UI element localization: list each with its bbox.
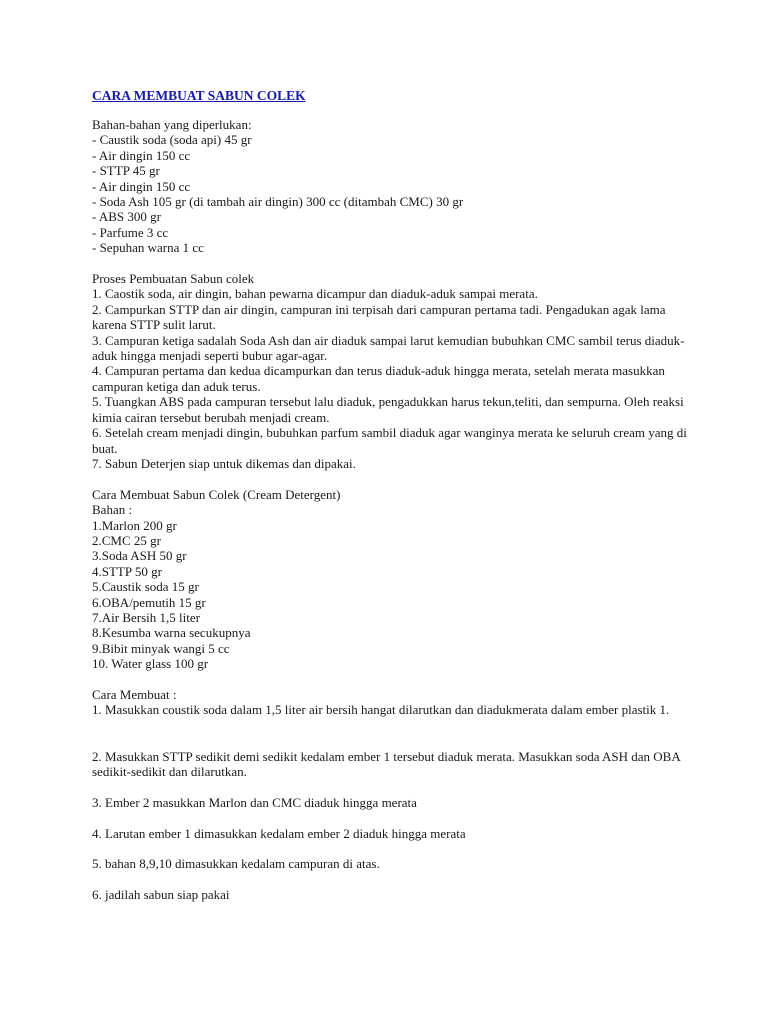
ingredient-item: - Soda Ash 105 gr (di tambah air dingin) 300 cc (ditambah CMC) 30 gr <box>92 194 464 210</box>
spacer <box>92 256 692 271</box>
ingredients-heading: Bahan-bahan yang diperlukan: <box>92 117 252 132</box>
how-to-step: 3. Ember 2 masukkan Marlon dan CMC diaduk hingga merata <box>92 794 417 810</box>
ingredient-item: - ABS 300 gr <box>92 209 161 225</box>
how-to-section <box>92 687 692 903</box>
spacer <box>92 718 692 749</box>
spacer <box>92 872 692 887</box>
process-step: 7. Sabun Deterjen siap untuk dikemas dan dipakai. <box>92 455 356 471</box>
process-section <box>92 271 692 471</box>
cream-detergent-heading: Cara Membuat Sabun Colek (Cream Detergent) <box>92 486 341 502</box>
material-item: 7.Air Bersih 1,5 liter <box>92 609 200 625</box>
ingredient-item: - Caustik soda (soda api) 45 gr <box>92 132 252 148</box>
material-item: 10. Water glass 100 gr <box>92 656 209 672</box>
process-step: 2. Campurkan STTP dan air dingin, campuran ini terpisah dari campuran pertama tadi. Pengadukan agak lama karena STTP sulit larut. <box>92 301 666 333</box>
how-to-step: 5. bahan 8,9,10 dimasukkan kedalam campuran di atas. <box>92 856 380 872</box>
ingredient-item: - Sepuhan warna 1 cc <box>92 240 204 256</box>
ingredients-section <box>92 117 692 256</box>
ingredient-item: - Parfume 3 cc <box>92 224 169 240</box>
material-item: 1.Marlon 200 gr <box>92 517 177 533</box>
spacer <box>92 471 692 486</box>
process-heading: Proses Pembuatan Sabun colek <box>92 271 255 287</box>
how-to-heading: Cara Membuat : <box>92 686 177 702</box>
spacer <box>92 841 692 856</box>
process-step: 5. Tuangkan ABS pada campuran tersebut lalu diaduk, pengadukkan harus tekun,teliti, dan sempurna. Oleh reaksi kimia cairan tersebut berubah menjadi cream. <box>92 394 684 425</box>
materials-subheading: Bahan : <box>92 502 133 518</box>
document-title[interactable]: CARA MEMBUAT SABUN COLEK <box>92 88 306 103</box>
material-item: 9.Bibit minyak wangi 5 cc <box>92 640 230 656</box>
cream-detergent-section <box>92 487 692 672</box>
ingredient-item: - STTP 45 gr <box>92 163 160 179</box>
material-item: 6.OBA/pemutih 15 gr <box>92 594 206 610</box>
process-step: 3. Campuran ketiga sadalah Soda Ash dan air diaduk sampai larut kemudian bubuhkan CMC sambil terus diaduk-aduk hingga menjadi seperti bubur agar-agar. <box>92 332 685 364</box>
spacer <box>92 672 692 687</box>
material-item: 3.Soda ASH 50 gr <box>92 548 187 564</box>
how-to-step: 6. jadilah sabun siap pakai <box>92 887 230 903</box>
ingredient-item: - Air dingin 150 cc <box>92 178 191 194</box>
how-to-step: 2. Masukkan STTP sedikit demi sedikit kedalam ember 1 tersebut diaduk merata. Masukkan soda ASH dan OBA sedikit-sedikit dan dilarutkan. <box>92 748 681 779</box>
document-page <box>92 86 692 903</box>
process-step: 6. Setelah cream menjadi dingin, bubuhkan parfum sambil diaduk agar wanginya merata ke seluruh cream yang di buat. <box>92 425 687 456</box>
ingredient-item: - Air dingin 150 cc <box>92 147 191 163</box>
how-to-step: 4. Larutan ember 1 dimasukkan kedalam ember 2 diaduk hingga merata <box>92 825 466 841</box>
process-step: 4. Campuran pertama dan kedua dicampurkan dan terus diaduk-aduk hingga merata, setelah merata masukkan campuran ketiga dan aduk terus. <box>92 363 665 394</box>
material-item: 5.Caustik soda 15 gr <box>92 579 199 595</box>
material-item: 4.STTP 50 gr <box>92 563 162 579</box>
how-to-step: 1. Masukkan coustik soda dalam 1,5 liter air bersih hangat dilarutkan dan diadukmerata dalam ember plastik 1. <box>92 702 670 718</box>
material-item: 2.CMC 25 gr <box>92 532 161 548</box>
process-step: 1. Caostik soda, air dingin, bahan pewarna dicampur dan diaduk-aduk sampai merata. <box>92 286 538 302</box>
material-item: 8.Kesumba warna secukupnya <box>92 625 251 641</box>
spacer <box>92 779 692 794</box>
spacer <box>92 810 692 825</box>
